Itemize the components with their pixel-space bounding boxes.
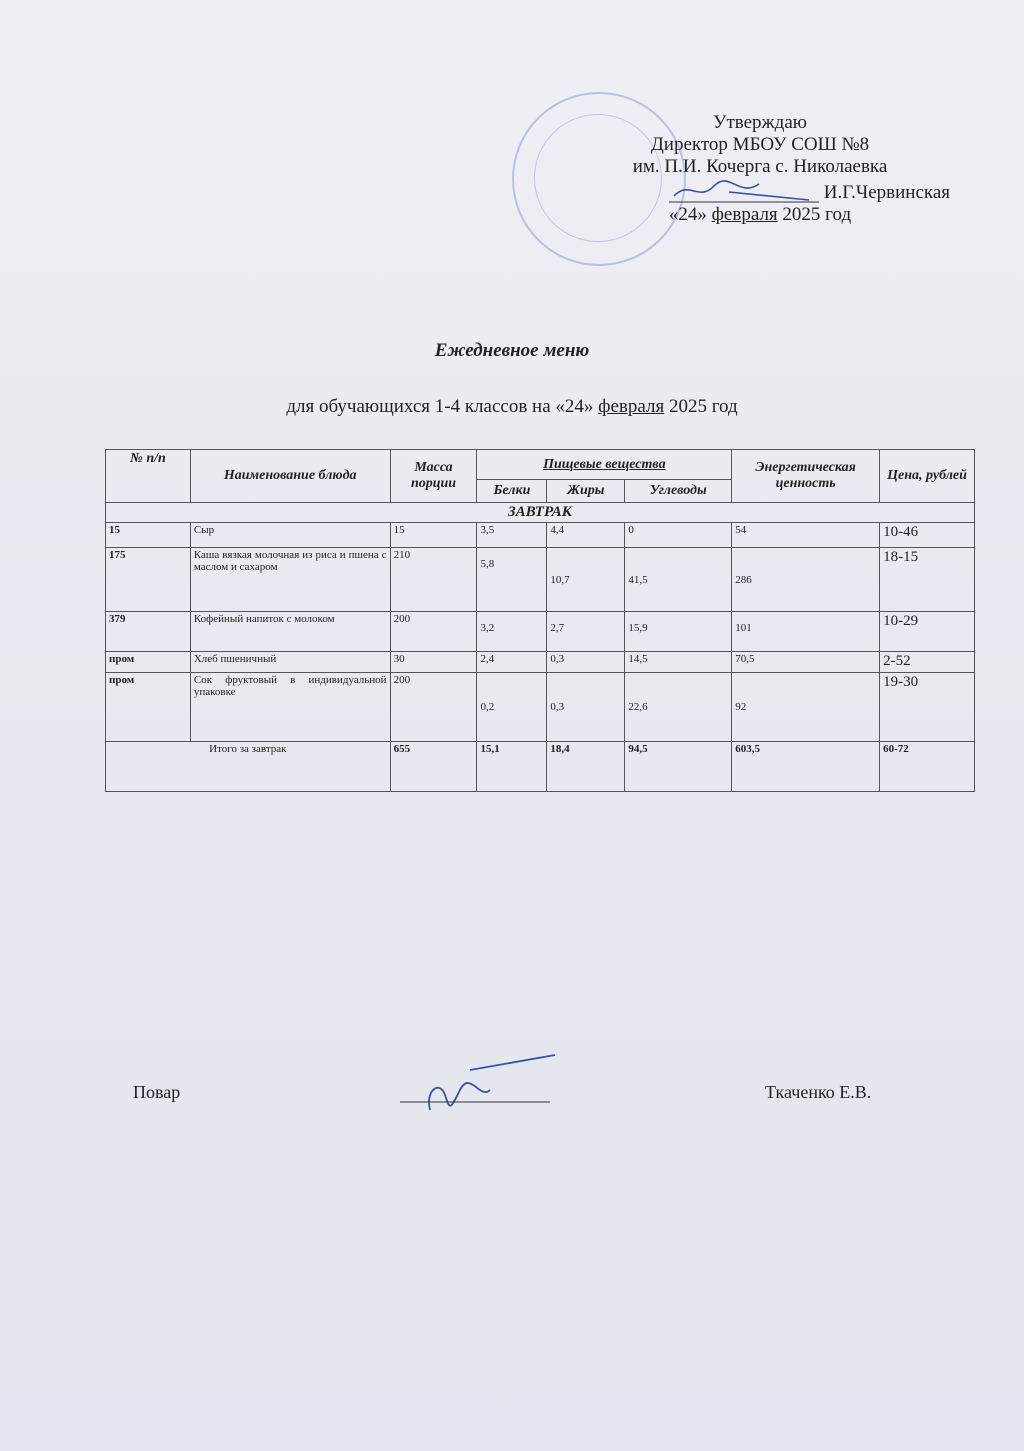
table-cell: 379 <box>106 612 191 652</box>
table-cell: 210 <box>390 548 477 612</box>
table-cell: 10-46 <box>880 523 975 548</box>
table-cell: 603,5 <box>732 742 880 792</box>
approval-block <box>560 112 960 226</box>
table-cell: 4,4 <box>547 523 625 548</box>
table-total-row <box>106 742 975 792</box>
table-cell: 2,7 <box>547 612 625 652</box>
cook-name: Ткаченко Е.В. <box>765 1082 872 1102</box>
table-cell: 15,1 <box>477 742 547 792</box>
header-protein: Белки <box>477 480 547 503</box>
approval-signer: И.Г.Червинская <box>823 182 950 203</box>
table-cell: 0,2 <box>477 673 547 742</box>
table-cell: Итого за завтрак <box>106 742 391 792</box>
table-cell: 3,5 <box>477 523 547 548</box>
approval-signature-line <box>560 178 960 204</box>
table-cell: 18-15 <box>880 548 975 612</box>
table-cell: 10-29 <box>880 612 975 652</box>
table-cell: Каша вязкая молочная из риса и пшена с маслом и сахаром <box>190 548 390 612</box>
table-cell: Сок фруктовый в индивидуальной упаковке <box>190 673 390 742</box>
approval-position: Директор МБОУ СОШ №8 <box>650 134 870 155</box>
table-cell: 92 <box>732 673 880 742</box>
table-cell: 0,3 <box>547 652 625 673</box>
table-cell: 200 <box>390 673 477 742</box>
approval-heading: Утверждаю <box>713 112 807 133</box>
table-cell: 0,3 <box>547 673 625 742</box>
table-row <box>106 673 975 742</box>
header-num: № п/п <box>106 450 191 503</box>
table-cell: 15 <box>390 523 477 548</box>
table-cell: 200 <box>390 612 477 652</box>
table-row <box>106 612 975 652</box>
table-cell: 101 <box>732 612 880 652</box>
table-cell: 3,2 <box>477 612 547 652</box>
table-cell: Хлеб пшеничный <box>190 652 390 673</box>
table-cell: 0 <box>625 523 732 548</box>
table-cell: 70,5 <box>732 652 880 673</box>
table-cell: пром <box>106 652 191 673</box>
menu-table <box>105 449 975 792</box>
table-cell: Сыр <box>190 523 390 548</box>
table-cell: 2,4 <box>477 652 547 673</box>
table-cell: 286 <box>732 548 880 612</box>
page-subtitle: для обучающихся 1-4 классов на «24» февраля 2025 год <box>286 396 738 417</box>
table-cell: 18,4 <box>547 742 625 792</box>
table-cell: 30 <box>390 652 477 673</box>
table-cell: 175 <box>106 548 191 612</box>
director-signature-icon <box>669 178 819 204</box>
page-title: Ежедневное меню <box>434 340 590 361</box>
table-row <box>106 523 975 548</box>
cook-signature-icon <box>400 1050 560 1120</box>
table-cell: 5,8 <box>477 548 547 612</box>
table-cell: 41,5 <box>625 548 732 612</box>
table-cell: 94,5 <box>625 742 732 792</box>
table-cell: 15 <box>106 523 191 548</box>
table-cell: 10,7 <box>547 548 625 612</box>
table-cell: Кофейный напиток с молоком <box>190 612 390 652</box>
table-cell: 60-72 <box>880 742 975 792</box>
table-row <box>106 652 975 673</box>
table-cell: пром <box>106 673 191 742</box>
approval-date: «24» февраля 2025 год <box>668 204 852 225</box>
header-carbs: Углеводы <box>625 480 732 503</box>
table-cell: 14,5 <box>625 652 732 673</box>
approval-school: им. П.И. Кочерга с. Николаевка <box>632 156 888 177</box>
header-mass: Масса порции <box>390 450 477 503</box>
table-cell: 655 <box>390 742 477 792</box>
header-energy: Энергетическая ценность <box>732 450 880 503</box>
header-price: Цена, рублей <box>880 450 975 503</box>
table-cell: 54 <box>732 523 880 548</box>
section-breakfast: ЗАВТРАК <box>106 503 975 523</box>
table-cell: 2-52 <box>880 652 975 673</box>
header-fat: Жиры <box>547 480 625 503</box>
header-name: Наименование блюда <box>190 450 390 503</box>
cook-role: Повар <box>133 1082 181 1102</box>
table-row <box>106 548 975 612</box>
table-cell: 22,6 <box>625 673 732 742</box>
table-cell: 15,9 <box>625 612 732 652</box>
table-cell: 19-30 <box>880 673 975 742</box>
header-nutrients: Пищевые вещества <box>477 450 732 480</box>
